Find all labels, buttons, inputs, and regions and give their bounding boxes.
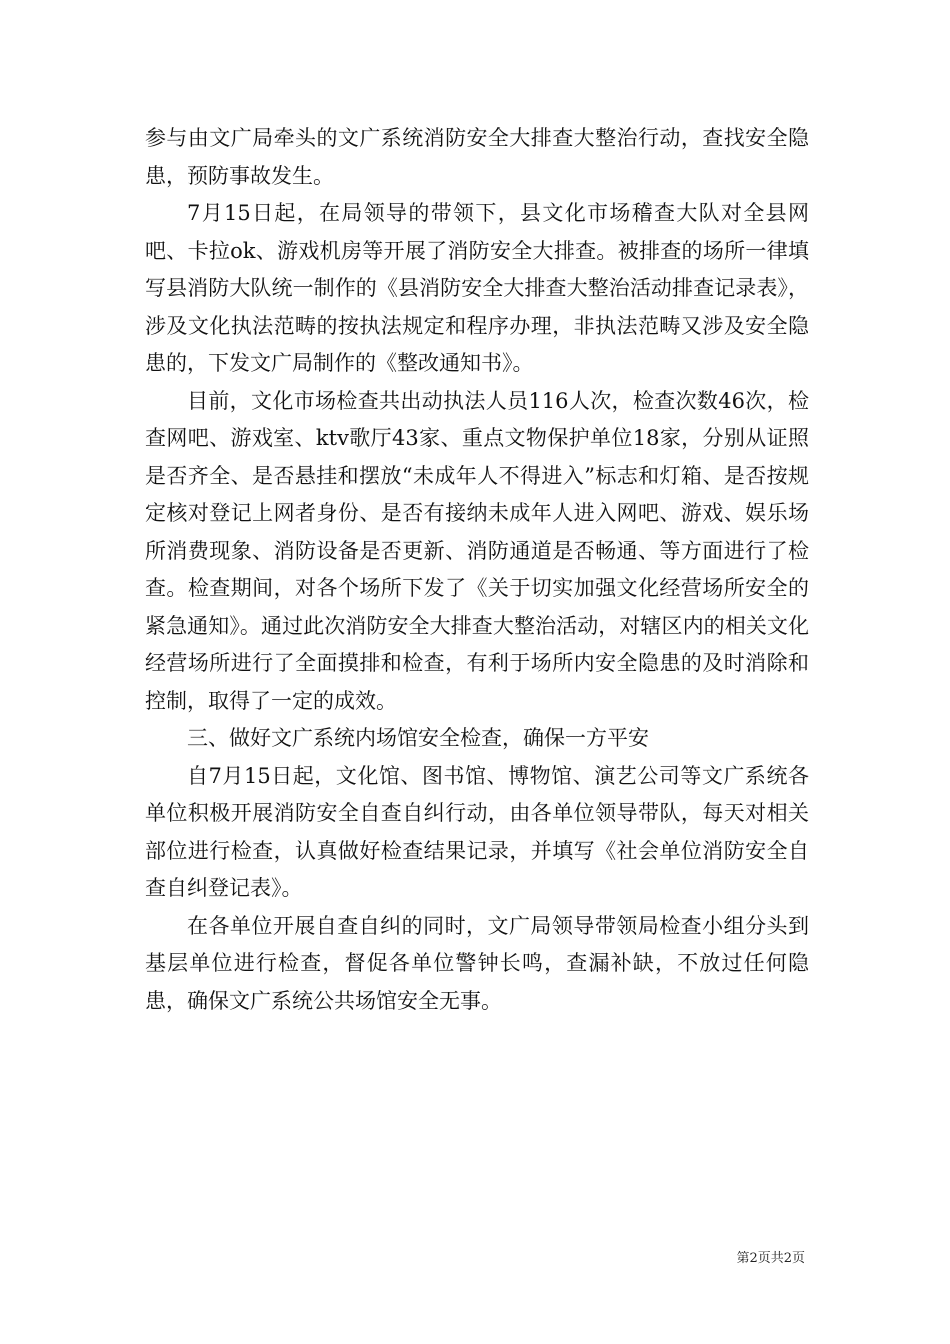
paragraph-2: 7月15日起，在局领导的带领下，县文化市场稽查大队对全县网吧、卡拉ok、游戏机房等开展了消防安全大排查。被排查的场所一律填写县消防大队统一制作的《县消防安全大排查大整治活动排查记录表》，涉及文化执法范畴的按执法规定和程序办理，非执法范畴又涉及安全隐患的，下发文广局制作的《整改通知书》。 (145, 201, 809, 375)
paragraph-3: 目前，文化市场检查共出动执法人员116人次，检查次数46次，检查网吧、游戏室、ktv歌厅43家、重点文物保护单位18家，分别从证照是否齐全、是否悬挂和摆放“未成年人不得进入”标志和灯箱、是否按规定核对登记上网者身份、是否有接纳未成年人进入网吧、游戏、娱乐场所消费现象、消防设备是否更新、消防通道是否畅通、等方面进行了检查。检查期间，对各个场所下发了《关于切实加强文化经营场所安全的紧急通知》。通过此次消防安全大排查大整治活动，对辖区内的相关文化经营场所进行了全面摸排和检查，有利于场所内安全隐患的及时消除和控制，取得了一定的成效。 (145, 388, 809, 713)
section-heading-3: 三、做好文广系统内场馆安全检查，确保一方平安 (187, 726, 649, 750)
paragraph-5: 在各单位开展自查自纠的同时，文广局领导带领局检查小组分头到基层单位进行检查，督促各单位警钟长鸣，查漏补缺，不放过任何隐患，确保文广系统公共场馆安全无事。 (145, 913, 809, 1013)
paragraph-1: 参与由文广局牵头的文广系统消防安全大排查大整治行动，查找安全隐患，预防事故发生。 (145, 126, 809, 188)
document-body (145, 120, 809, 1020)
paragraph-4: 自7月15日起，文化馆、图书馆、博物馆、演艺公司等文广系统各单位积极开展消防安全自查自纠行动，由各单位领导带队，每天对相关部位进行检查，认真做好检查结果记录，并填写《社会单位消防安全自查自纠登记表》。 (145, 763, 809, 900)
page-number-footer: 第2页共2页 (736, 1251, 805, 1266)
